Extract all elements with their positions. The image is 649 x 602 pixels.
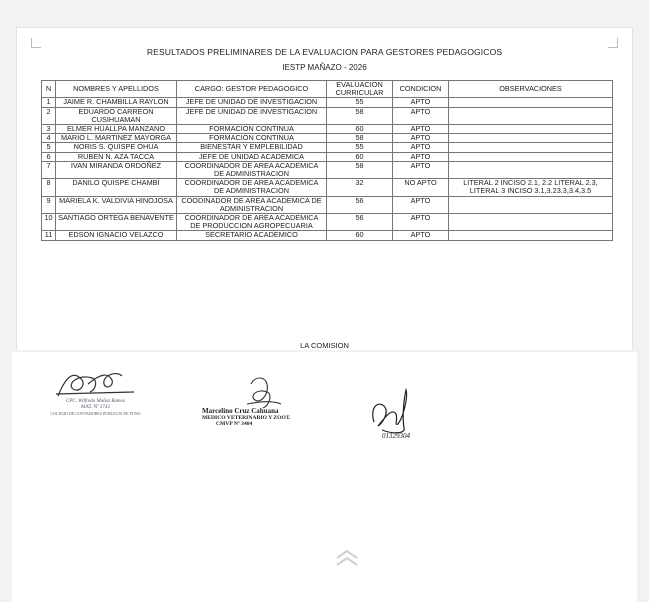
cell-eval: 56: [327, 214, 393, 231]
cell-obs: [449, 98, 613, 107]
cell-cargo: FORMACION CONTINUA: [177, 125, 327, 134]
cell-obs: [449, 196, 613, 213]
cell-n: 11: [42, 231, 56, 240]
cell-name: MARIELA K. VALDIVIA HINOJOSA: [56, 196, 177, 213]
table-row: [42, 196, 613, 213]
cell-name: JAIME R. CHAMBILLA RAYLON: [56, 98, 177, 107]
signature-3: [364, 386, 424, 442]
table-row: [42, 214, 613, 231]
cell-n: 7: [42, 161, 56, 178]
cell-n: 8: [42, 179, 56, 196]
chevron-up-icon[interactable]: [334, 548, 360, 568]
cell-cargo: FORMACION CONTINUA: [177, 134, 327, 143]
cell-cargo: SECRETARIO ACADEMICO: [177, 231, 327, 240]
stamp-1: [48, 399, 143, 417]
cell-eval: 60: [327, 125, 393, 134]
cell-name: ELMER HUALLPA MANZANO: [56, 125, 177, 134]
cell-eval: 56: [327, 196, 393, 213]
stamp-2-reg: CMVP Nº 3484: [216, 421, 253, 428]
stamp-2: [202, 408, 291, 428]
cell-cond: APTO: [393, 196, 449, 213]
cell-n: 3: [42, 125, 56, 134]
table-row: [42, 231, 613, 240]
cell-obs: [449, 143, 613, 152]
table-row: [42, 161, 613, 178]
table-header-row: [42, 81, 613, 98]
cell-obs: [449, 125, 613, 134]
cell-obs: [449, 107, 613, 124]
header-cargo: CARGO: GESTOR PEDAGOGICO: [177, 81, 327, 98]
cell-eval: 58: [327, 161, 393, 178]
cell-n: 5: [42, 143, 56, 152]
cell-eval: 60: [327, 152, 393, 161]
document-page: [16, 27, 633, 350]
cell-cargo: COODINADOR DE AREA ACADEMICA DE ADMINISTRACION: [177, 196, 327, 213]
cell-cond: APTO: [393, 214, 449, 231]
stamp-2-name: Marcelino Cruz Cahuana: [202, 407, 279, 415]
cell-name: EDUARDO CARREON CUSIHUAMAN: [56, 107, 177, 124]
cell-obs: [449, 134, 613, 143]
stamp-1-reg: MAT. Nº 2742: [80, 405, 111, 410]
document-title: RESULTADOS PRELIMINARES DE LA EVALUACION PARA GESTORES PEDAGOGICOS: [146, 47, 503, 57]
cell-eval: 60: [327, 231, 393, 240]
header-obs: OBSERVACIONES: [449, 81, 613, 98]
stamp-1-org: COLEGIO DE CONTADORES PUBLICOS DE PUNO: [50, 411, 141, 416]
cell-cond: APTO: [393, 231, 449, 240]
header-eval: EVALUACION CURRICULAR: [327, 81, 393, 98]
cell-eval: 32: [327, 179, 393, 196]
cell-eval: 58: [327, 134, 393, 143]
cell-name: IVAN MIRANDA ORDOÑEZ: [56, 161, 177, 178]
cell-cargo: COORDINADOR DE AREA ACADEMICA DE PRODUCCION AGROPECUARIA: [177, 214, 327, 231]
cell-name: NORIS S. QUISPE OHUA: [56, 143, 177, 152]
cell-n: 2: [42, 107, 56, 124]
cell-cargo: COORDINADOR DE AREA ACADEMICA DE ADMINISTRACION: [177, 161, 327, 178]
cell-eval: 58: [327, 107, 393, 124]
cell-name: MARIO L. MARTINEZ MAYORGA: [56, 134, 177, 143]
signature-1-scribble: [52, 366, 142, 402]
cell-obs: [449, 231, 613, 240]
cell-name: DANILO QUISPE CHAMBI: [56, 179, 177, 196]
signature-2-scribble: [237, 374, 287, 410]
cell-cond: APTO: [393, 125, 449, 134]
cell-cond: APTO: [393, 98, 449, 107]
cell-cargo: JEFE DE UNIDAD DE INVESTIGACION: [177, 107, 327, 124]
stamp-2-title: MEDICO VETERINARIO Y ZOOT.: [202, 414, 291, 421]
cell-name: SANTIAGO ORTEGA BENAVENTE: [56, 214, 177, 231]
results-table: [41, 80, 613, 241]
stamp-1-name: CPC. Wilfredo Muñoz Ramos: [66, 399, 125, 404]
cell-cargo: BIENESTAR Y EMPLEBILIDAD: [177, 143, 327, 152]
header-name: NOMBRES Y APELLIDOS: [56, 81, 177, 98]
header-cond: CONDICION: [393, 81, 449, 98]
cell-obs: [449, 161, 613, 178]
document-subtitle: IESTP MAÑAZO - 2026: [282, 63, 367, 72]
cell-obs: LITERAL 2 INCISO 2.1, 2.2 LITERAL 2.3, LITERAL 3 INCISO 3.1,3.23.3,3.4,3.5: [449, 179, 613, 196]
document-page-signatures: [12, 352, 637, 602]
cell-n: 9: [42, 196, 56, 213]
table-row: [42, 179, 613, 196]
cell-cond: APTO: [393, 161, 449, 178]
cell-cond: APTO: [393, 143, 449, 152]
cell-n: 10: [42, 214, 56, 231]
cell-obs: [449, 214, 613, 231]
signature-2: [237, 374, 287, 410]
cell-n: 6: [42, 152, 56, 161]
header-n: N: [42, 81, 56, 98]
table-row: [42, 98, 613, 107]
cell-cond: NO APTO: [393, 179, 449, 196]
signature-3-scribble: [364, 386, 424, 442]
table-body: [42, 98, 613, 240]
cell-name: EDSON IGNACIO VELAZCO: [56, 231, 177, 240]
cell-eval: 55: [327, 143, 393, 152]
cell-cond: APTO: [393, 152, 449, 161]
cell-obs: [449, 152, 613, 161]
cell-n: 4: [42, 134, 56, 143]
table-row: [42, 107, 613, 124]
cell-cargo: JEFE DE UNIDAD ACADEMICA: [177, 152, 327, 161]
cell-n: 1: [42, 98, 56, 107]
cell-cargo: JEFE DE UNIDAD DE INVESTIGACION: [177, 98, 327, 107]
cell-eval: 55: [327, 98, 393, 107]
signature-3-text: 01329304: [382, 432, 410, 440]
cell-name: RUBEN N. AZA TACCA: [56, 152, 177, 161]
table-row: [42, 143, 613, 152]
cell-cargo: COORDINADOR DE AREA ACADEMICA DE ADMINISTRACION: [177, 179, 327, 196]
cell-cond: APTO: [393, 134, 449, 143]
signature-1: [52, 366, 142, 402]
table-row: [42, 152, 613, 161]
commission-label: LA COMISION: [300, 341, 349, 350]
cell-cond: APTO: [393, 107, 449, 124]
